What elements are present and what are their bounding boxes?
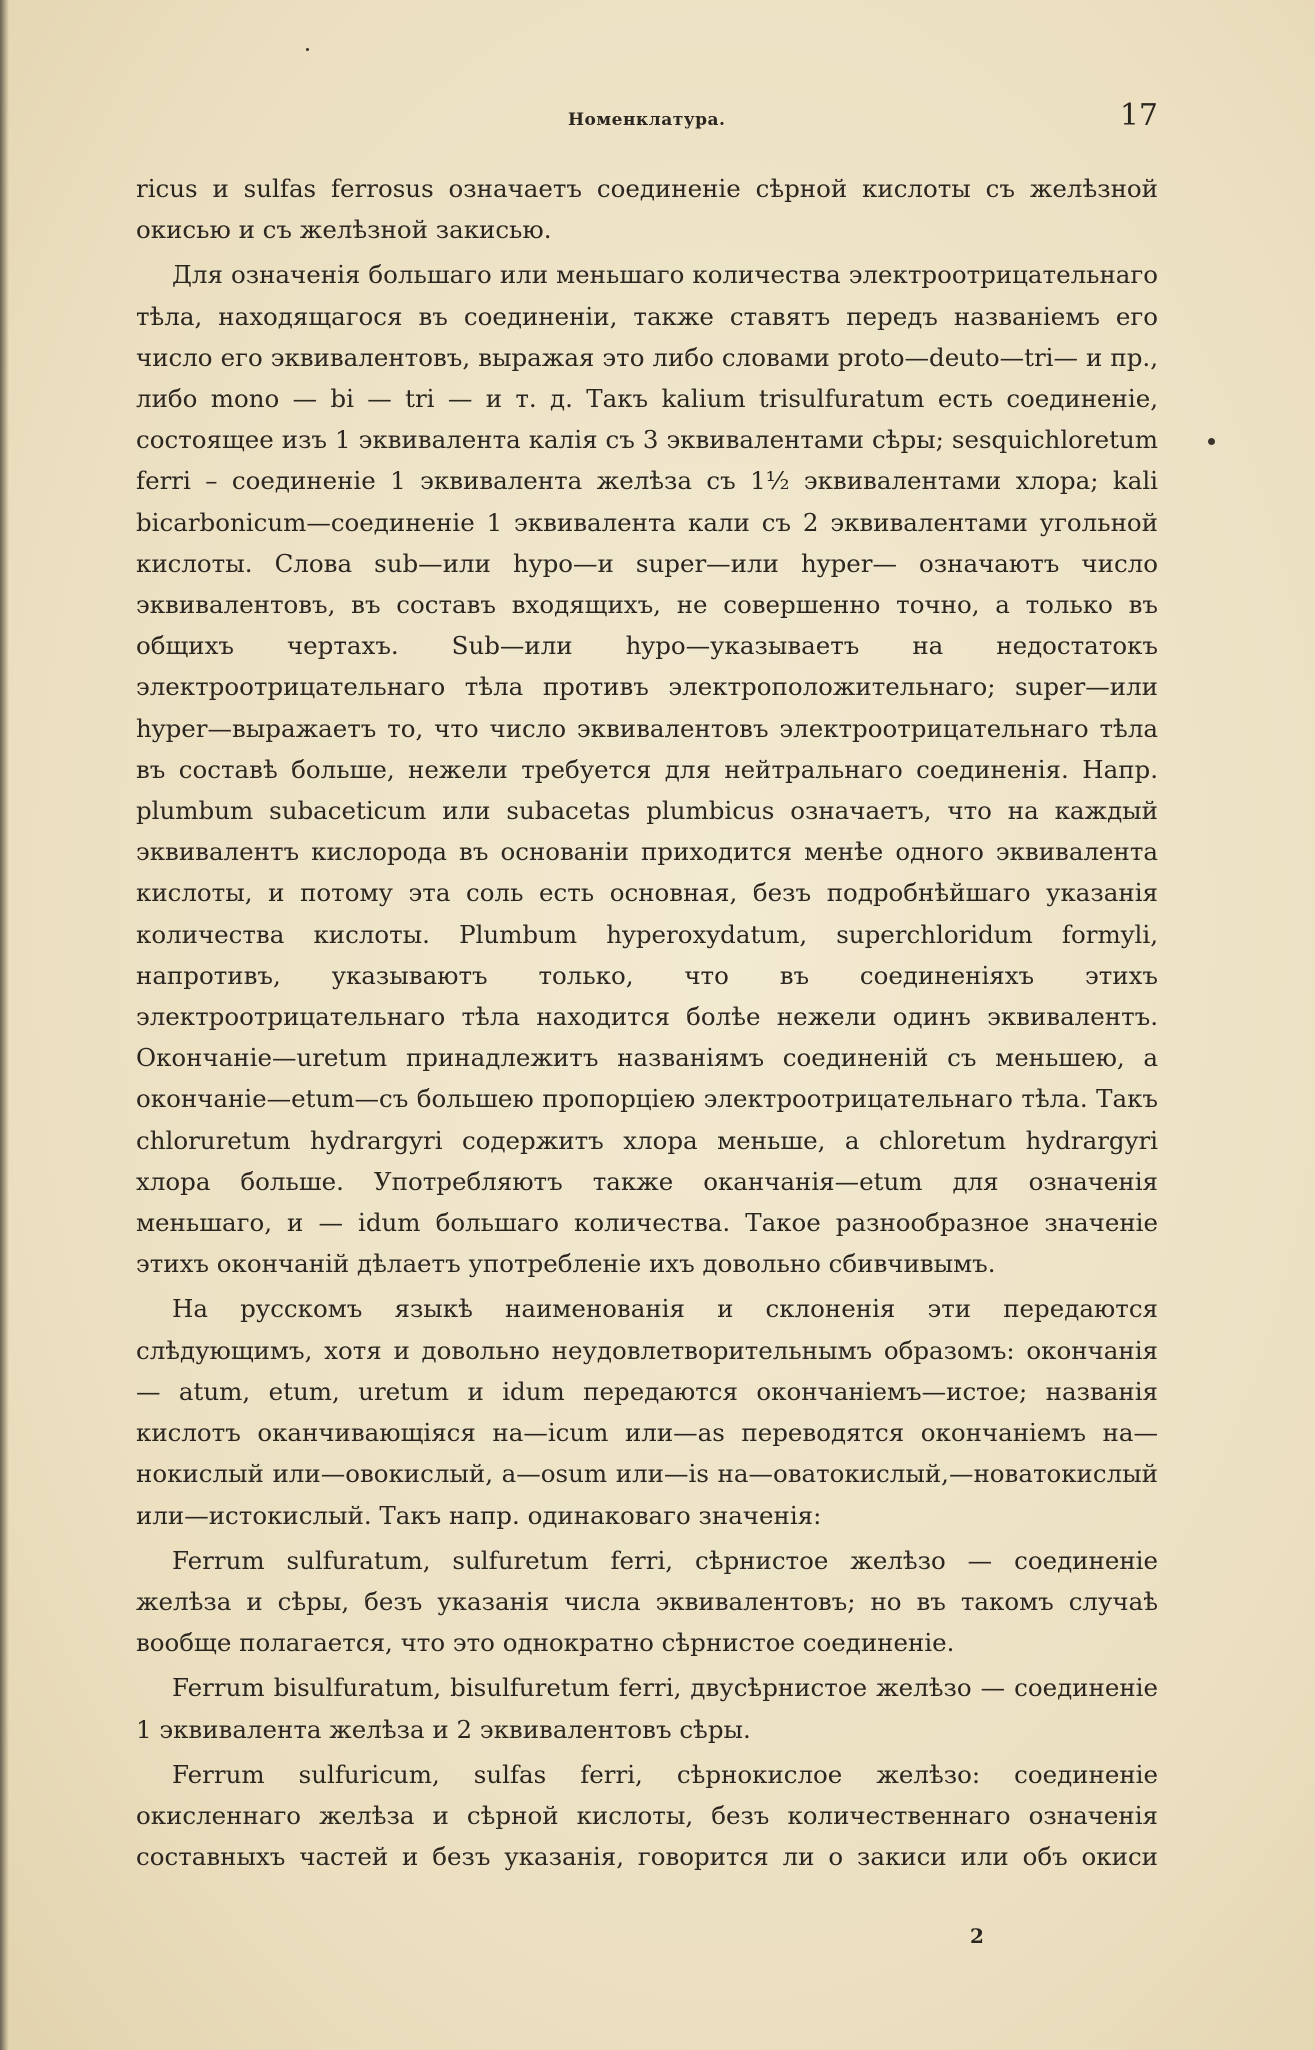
paragraph-4: Ferrum sulfuratum, sulfuretum ferri, сѣрнистое желѣзо — соединеніе желѣза и сѣры, безъ указанія числа эквивалентовъ; но въ такомъ случаѣ вообще полагается, что это однократно сѣрнистое соединеніе.: [136, 1545, 1158, 1658]
page-edge-shadow: [0, 0, 9, 2050]
page-number: 17: [1119, 98, 1158, 133]
ink-speck: [306, 48, 309, 51]
signature-mark: 2: [970, 1924, 984, 1948]
running-title: Номенклатура.: [568, 110, 726, 130]
paragraph-1: ricus и sulfas ferrosus означаетъ соединеніе сѣрной кислоты съ желѣзной окисью и съ желѣзной закисью.: [136, 174, 1158, 245]
paragraph-5: Ferrum bisulfuratum, bisulfuretum ferri, двусѣрнистое желѣзо — соединеніе 1 эквивалента желѣза и 2 эквивалентовъ сѣры.: [136, 1673, 1158, 1744]
paragraph-6: Ferrum sulfuricum, sulfas ferri, сѣрнокислое желѣзо: соединеніе окисленнаго желѣза и сѣрной кислоты, безъ количественнаго означенія составныхъ частей и безъ указанія, говорится ли о закиси или объ окиси: [136, 1759, 1158, 1872]
ink-speck: [1208, 438, 1215, 445]
paragraph-3: На русскомъ языкѣ наименованія и склоненія эти передаются слѣдующимъ, хотя и довольно неудовлетворительнымъ образомъ: окончанія — atum, etum, uretum и idum передаются окончаніемъ—истое; названія кислотъ оканчивающіяся на—icum или—as переводятся окончаніемъ на—нокислый или—овокислый, а—osum или—is на—оватокислый,—новатокислый или—истокислый. Такъ напр. одинаковаго значенія:: [136, 1294, 1158, 1530]
body-text: [136, 168, 1158, 1881]
page-header: [138, 98, 1158, 138]
paragraph-2: Для означенія большаго или меньшаго количества электроотрицательнаго тѣла, находящагося въ соединеніи, также ставятъ передъ названіемъ его число его эквивалентовъ, выражая это либо словами proto—deuto—tri— и пр., либо mono — bi — tri — и т. д. Такъ kalium trisulfuratum есть соединеніе, состоящее изъ 1 эквивалента калія съ 3 эквивалентами сѣры; sesquichloretum ferri – соединеніе 1 эквивалента желѣза съ 1½ эквивалентами хлора; kali bicarbonicum—соединеніе 1 эквивалента кали съ 2 эквивалентами угольной кислоты. Слова sub—или hypo—и super—или hyper— означаютъ число эквивалентовъ, въ составъ входящихъ, не совершенно точно, а только въ общихъ чертахъ. Sub—или hypo—указываетъ на недостатокъ электроотрицательнаго тѣла противъ электроположительнаго; super—или hyper—выражаетъ то, что число эквивалентовъ электроотрицательнаго тѣла въ составѣ больше, нежели требуется для нейтральнаго соединенія. Напр. plumbum subaceticum или subacetas plumbicus означаетъ, что на каждый эквивалентъ кислорода въ основаніи приходится менѣе одного эквивалента кислоты, и потому эта соль есть основная, безъ подробнѣйшаго указанія количества кислоты. Plumbum hyperoxydatum, superchloridum formyli, напротивъ, указываютъ только, что въ соединеніяхъ этихъ электроотрицательнаго тѣла находится болѣе нежели одинъ эквивалентъ. Окончаніе—uretum принадлежитъ названіямъ соединеній съ меньшею, а окончаніе—etum—съ большею пропорціею электроотрицательнаго тѣла. Такъ chloruretum hydrargyri содержитъ хлора меньше, а chloretum hydrargyri хлора больше. Употребляютъ также оканчанія—etum для означенія меньшаго, и — idum большаго количества. Такое разнообразное значеніе этихъ окончаній дѣлаетъ употребленіе ихъ довольно сбивчивымъ.: [136, 260, 1158, 1279]
